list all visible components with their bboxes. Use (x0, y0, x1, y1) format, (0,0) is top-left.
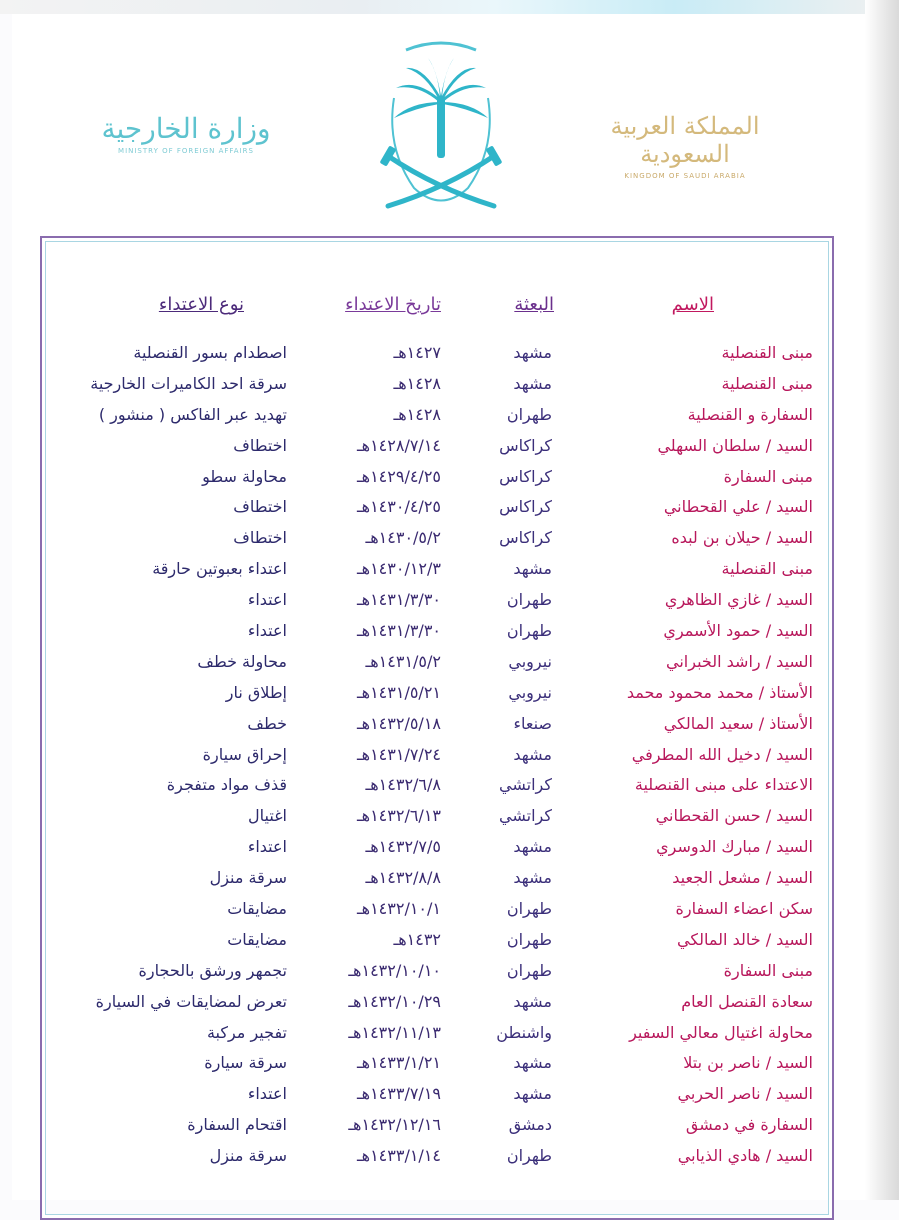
cell-type: سرقة منزل (209, 868, 287, 888)
table-row (0, 803, 899, 834)
cell-date: ١٤٣٢/٦/١٣هـ (356, 806, 441, 826)
cell-name: سكن اعضاء السفارة (675, 899, 813, 919)
cell-mission: كراتشي (499, 806, 552, 826)
cell-type: اعتداء (247, 837, 287, 857)
kingdom-name-arabic: المملكة العربية السعودية (610, 112, 760, 168)
cell-type: سرقة سيارة (204, 1053, 287, 1073)
cell-name: السيد / خالد المالكي (677, 929, 813, 949)
cell-name: السيد / مشعل الجعيد (672, 868, 813, 888)
cell-mission: نيروبي (508, 682, 552, 702)
table-row (0, 711, 899, 742)
cell-mission: مشهد (513, 744, 552, 764)
cell-mission: واشنطن (496, 1022, 552, 1042)
cell-name: السيد / ناصر بن بتلا (683, 1053, 813, 1073)
cell-type: اغتيال (248, 806, 287, 826)
cell-name: مبنى السفارة (723, 960, 813, 980)
header-mission: البعثة (514, 294, 554, 315)
cell-name: سعادة القنصل العام (681, 991, 813, 1011)
cell-type: خطف (247, 713, 287, 733)
saudi-emblem-icon (366, 38, 516, 218)
table-row (0, 618, 899, 649)
cell-name: الأستاذ / محمد محمود محمد (626, 682, 813, 702)
scan-top-edge (0, 0, 899, 14)
table-row (0, 1050, 899, 1081)
table-row (0, 525, 899, 556)
cell-type: اختطاف (233, 497, 287, 517)
cell-date: ١٤٣٠/٤/٢٥هـ (356, 497, 441, 517)
cell-date: ١٤٣٣/١/٢١هـ (356, 1053, 441, 1073)
cell-date: ١٤٣٣/٧/١٩هـ (356, 1084, 441, 1104)
cell-mission: طهران (506, 929, 552, 949)
cell-date: ١٤٢٩/٤/٢٥هـ (356, 466, 441, 486)
cell-mission: مشهد (513, 373, 552, 393)
cell-name: مبنى السفارة (723, 466, 813, 486)
cell-name: الأستاذ / سعيد المالكي (663, 713, 813, 733)
cell-type: تجمهر ورشق بالحجارة (138, 960, 287, 980)
cell-name: مبنى القنصلية (721, 559, 813, 579)
cell-mission: مشهد (513, 868, 552, 888)
cell-mission: صنعاء (513, 713, 552, 733)
cell-date: ١٤٣٠/٥/٢هـ (365, 528, 441, 548)
cell-date: ١٤٣٠/١٢/٣هـ (356, 559, 441, 579)
cell-mission: طهران (506, 404, 552, 424)
cell-mission: طهران (506, 621, 552, 641)
header-type: نوع الاعتداء (158, 294, 244, 315)
cell-name: السفارة في دمشق (685, 1115, 813, 1135)
table-row (0, 989, 899, 1020)
table-row (0, 958, 899, 989)
kingdom-name-english: KINGDOM OF SAUDI ARABIA (624, 172, 746, 180)
cell-name: محاولة اغتيال معالي السفير (629, 1022, 813, 1042)
table-row (0, 433, 899, 464)
cell-mission: مشهد (513, 1084, 552, 1104)
cell-date: ١٤٣٢/٦/٨هـ (365, 775, 441, 795)
table-row (0, 402, 899, 433)
cell-name: السيد / راشد الخبراني (666, 651, 813, 671)
cell-type: تعرض لمضايقات في السيارة (95, 991, 287, 1011)
cell-date: ١٤٣١/٣/٣٠هـ (356, 621, 441, 641)
cell-type: اختطاف (233, 528, 287, 548)
cell-name: السيد / حسن القحطاني (655, 806, 813, 826)
table-row (0, 1143, 899, 1174)
cell-name: السيد / دخيل الله المطرفي (631, 744, 813, 764)
cell-type: مضايقات (227, 899, 287, 919)
cell-mission: مشهد (513, 991, 552, 1011)
cell-mission: دمشق (508, 1115, 552, 1135)
cell-type: اقتحام السفارة (187, 1115, 287, 1135)
table-row (0, 680, 899, 711)
cell-mission: مشهد (513, 1053, 552, 1073)
cell-date: ١٤٣١/٥/٢هـ (365, 651, 441, 671)
incident-table (0, 340, 899, 1174)
table-row (0, 1112, 899, 1143)
cell-type: سرقة منزل (209, 1146, 287, 1166)
cell-mission: كراكاس (499, 435, 552, 455)
cell-name: السيد / غازي الظاهري (664, 590, 813, 610)
cell-type: اعتداء بعبوتين حارقة (152, 559, 287, 579)
cell-type: تفجير مركبة (206, 1022, 287, 1042)
cell-date: ١٤٣٢هـ (393, 929, 441, 949)
table-row (0, 556, 899, 587)
cell-name: السيد / مبارك الدوسري (656, 837, 813, 857)
cell-date: ١٤٣٢/٨/٨هـ (365, 868, 441, 888)
cell-mission: طهران (506, 899, 552, 919)
cell-date: ١٤٣٢/١١/١٣هـ (348, 1022, 441, 1042)
cell-date: ١٤٣١/٧/٢٤هـ (356, 744, 441, 764)
cell-type: اصطدام بسور القنصلية (133, 343, 287, 362)
cell-mission: طهران (506, 1146, 552, 1166)
cell-type: اختطاف (233, 435, 287, 455)
cell-date: ١٤٣٢/١٢/١٦هـ (348, 1115, 441, 1135)
cell-mission: كراكاس (499, 466, 552, 486)
cell-date: ١٤٣١/٥/٢١هـ (356, 682, 441, 702)
cell-mission: طهران (506, 590, 552, 610)
cell-type: محاولة خطف (197, 651, 287, 671)
table-row (0, 587, 899, 618)
table-row (0, 494, 899, 525)
table-row (0, 340, 899, 371)
cell-date: ١٤٣٢/١٠/٢٩هـ (348, 991, 441, 1011)
cell-mission: طهران (506, 960, 552, 980)
cell-date: ١٤٢٧هـ (393, 343, 441, 362)
cell-date: ١٤٣٢/٧/٥هـ (365, 837, 441, 857)
cell-mission: مشهد (513, 559, 552, 579)
table-row (0, 834, 899, 865)
table-row (0, 371, 899, 402)
table-row (0, 1020, 899, 1051)
ministry-name-arabic: وزارة الخارجية (101, 112, 271, 145)
cell-date: ١٤٢٨هـ (393, 373, 441, 393)
cell-mission: كراتشي (499, 775, 552, 795)
cell-name: السيد / حمود الأسمري (663, 621, 813, 641)
kingdom-logo (585, 112, 785, 180)
cell-type: اعتداء (247, 1084, 287, 1104)
cell-name: السيد / حيلان بن لبده (671, 528, 813, 548)
cell-type: إطلاق نار (225, 682, 287, 702)
cell-type: اعتداء (247, 621, 287, 641)
cell-date: ١٤٣١/٣/٣٠هـ (356, 590, 441, 610)
cell-mission: كراكاس (499, 528, 552, 548)
ministry-name-english: MINISTRY OF FOREIGN AFFAIRS (118, 147, 254, 155)
cell-type: اعتداء (247, 590, 287, 610)
cell-type: سرقة احد الكاميرات الخارجية (90, 373, 287, 393)
table-row (0, 896, 899, 927)
cell-type: قذف مواد متفجرة (166, 775, 287, 795)
table-row (0, 742, 899, 773)
cell-name: السيد / علي القحطاني (663, 497, 813, 517)
cell-type: مضايقات (227, 929, 287, 949)
table-row (0, 1081, 899, 1112)
cell-name: مبنى القنصلية (721, 343, 813, 362)
table-row (0, 649, 899, 680)
header-name: الاسم (671, 294, 714, 315)
cell-date: ١٤٣٣/١/١٤هـ (356, 1146, 441, 1166)
cell-name: السفارة و القنصلية (687, 404, 813, 424)
cell-date: ١٤٣٢/٥/١٨هـ (356, 713, 441, 733)
cell-mission: مشهد (513, 343, 552, 362)
cell-date: ١٤٢٨/٧/١٤هـ (356, 435, 441, 455)
cell-name: السيد / هادي الذيابي (677, 1146, 813, 1166)
cell-type: إحراق سيارة (202, 744, 287, 764)
table-row (0, 772, 899, 803)
cell-name: مبنى القنصلية (721, 373, 813, 393)
cell-mission: مشهد (513, 837, 552, 857)
table-row (0, 927, 899, 958)
cell-date: ١٤٢٨هـ (393, 404, 441, 424)
header-date: تاريخ الاعتداء (345, 294, 441, 315)
cell-name: السيد / سلطان السهلي (657, 435, 813, 455)
table-row (0, 865, 899, 896)
cell-mission: كراكاس (499, 497, 552, 517)
cell-date: ١٤٣٢/١٠/١هـ (356, 899, 441, 919)
cell-name: الاعتداء على مبنى القنصلية (634, 775, 813, 795)
cell-mission: نيروبي (508, 651, 552, 671)
table-row (0, 464, 899, 495)
cell-date: ١٤٣٢/١٠/١٠هـ (348, 960, 441, 980)
cell-name: السيد / ناصر الحربي (677, 1084, 813, 1104)
cell-type: تهديد عبر الفاكس ( منشور ) (98, 404, 287, 424)
ministry-logo (86, 112, 286, 155)
cell-type: محاولة سطو (202, 466, 287, 486)
